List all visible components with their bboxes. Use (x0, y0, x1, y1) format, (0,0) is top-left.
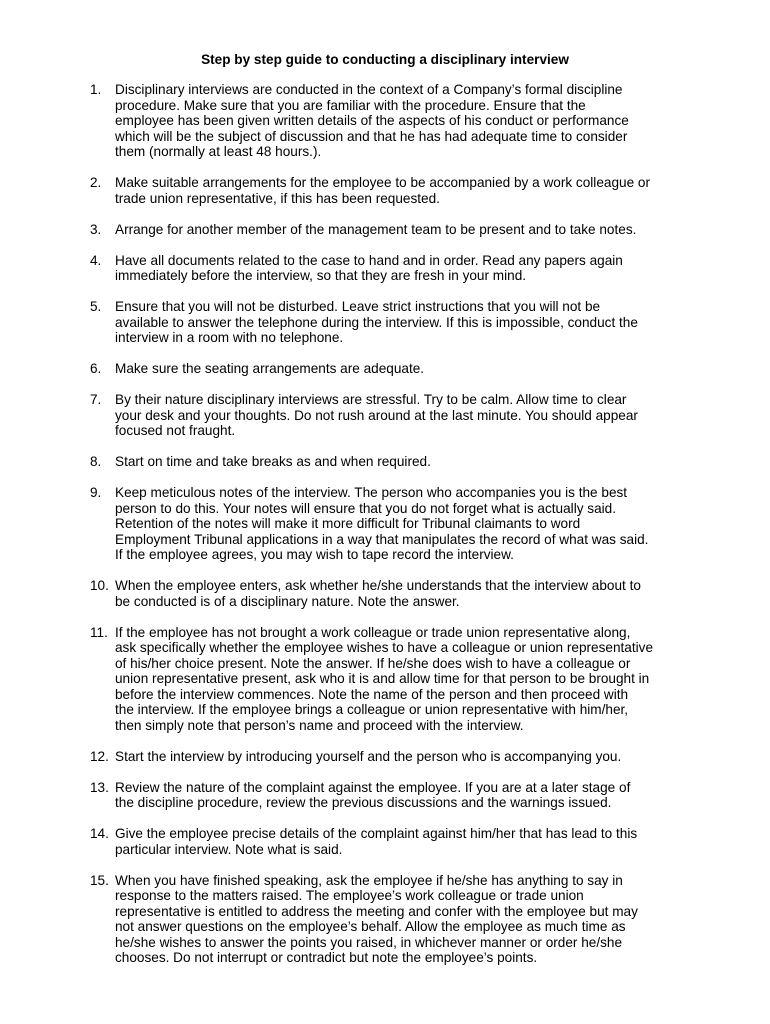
list-item-number: 8. (90, 454, 102, 469)
list-item (90, 392, 690, 439)
list-item-number: 14. (90, 826, 109, 841)
list-item-text-line: Disciplinary interviews are conducted in the context of a Company’s formal discipline (115, 82, 623, 97)
list-item-text-line: ask specifically whether the employee wishes to have a colleague or union representative (115, 640, 654, 655)
list-item-text-line: then simply note that person’s name and proceed with the interview. (115, 717, 524, 733)
list-item-text-line: your desk and your thoughts. Do not rush around at the last minute. You should appear (115, 407, 638, 423)
list-item-number: 5. (90, 299, 102, 314)
list-item-text-line: union representative present, ask who it is and allow time for that person to be brought in (115, 671, 650, 686)
list-item-number: 9. (90, 485, 102, 500)
list-item-text-line: When you have finished speaking, ask the employee if he/she has anything to say in (115, 872, 623, 888)
list-item-text-line: immediately before the interview, so that they are fresh in your mind. (115, 268, 527, 283)
list-item-text-line: them (normally at least 48 hours.). (115, 144, 322, 159)
list-item-number: 10. (90, 578, 109, 593)
list-item-text-line: focused not fraught. (115, 423, 236, 438)
list-item-text-line: not answer questions on the employee’s behalf. Allow the employee as much time as (115, 919, 626, 934)
list-item-text-line: particular interview. Note what is said. (115, 841, 343, 857)
list-item (90, 454, 690, 470)
list-item-number: 7. (90, 392, 102, 407)
list-item-text-line: procedure. Make sure that you are familiar with the procedure. Ensure that the (115, 97, 586, 113)
list-item-text-line: which will be the subject of discussion and that he has had adequate time to consider (115, 128, 628, 144)
list-item (90, 826, 690, 857)
list-item (90, 299, 690, 346)
list-item-text-line: Keep meticulous notes of the interview. The person who accompanies you is the best (115, 485, 628, 500)
list-item-text-line: When the employee enters, ask whether he/she understands that the interview about to (115, 578, 641, 593)
list-item-text-line: employee has been given written details of the aspects of his conduct or performance (115, 113, 629, 128)
list-item-text-line: If the employee agrees, you may wish to tape record the interview. (115, 547, 514, 562)
list-item-text-line: By their nature disciplinary interviews are stressful. Try to be calm. Allow time to clear (115, 392, 627, 407)
list-item-text-line: If the employee has not brought a work colleague or trade union representative along, (115, 624, 631, 640)
list-item-text-line: the interview. If the employee brings a colleague or union representative with him/her, (115, 702, 629, 717)
list-item-number: 15. (90, 872, 109, 888)
list-item (90, 578, 690, 609)
list-item (90, 253, 690, 284)
list-item-text-line: Start the interview by introducing yourself and the person who is accompanying you. (115, 748, 622, 764)
list-item-text-line: trade union representative, if this has been requested. (115, 190, 440, 206)
list-item-text-line: available to answer the telephone during the interview. If this is impossible, conduct the (115, 314, 638, 330)
list-item-text-line: of his/her choice present. Note the answer. If he/she does wish to have a colleague or (115, 655, 631, 671)
list-item (90, 222, 690, 238)
list-item-text-line: before the interview commences. Note the name of the person and then proceed with (115, 686, 629, 702)
list-item-text-line: he/she wishes to answer the points you raised, in whichever manner or order he/she (115, 934, 623, 950)
list-item-text-line: chooses. Do not interrupt or contradict but note the employee’s points. (115, 950, 538, 965)
list-item-number: 4. (90, 252, 102, 268)
list-item-text-line: representative is entitled to address the meeting and confer with the employee but may (115, 903, 638, 919)
list-item-text-line: interview in a room with no telephone. (115, 330, 344, 345)
list-item-text-line: be conducted is of a disciplinary nature. Note the answer. (115, 593, 460, 609)
list-item-text-line: Make suitable arrangements for the employee to be accompanied by a work colleague or (115, 175, 650, 190)
list-item-text-line: Review the nature of the complaint against the employee. If you are at a later stage of (115, 779, 631, 795)
list-item-text-line: Make sure the seating arrangements are adequate. (115, 361, 425, 376)
list-item (90, 361, 690, 377)
list-item (90, 873, 690, 966)
list-item (90, 175, 690, 206)
list-item-text-line: Start on time and take breaks as and when required. (115, 454, 431, 469)
list-item-text-line: Ensure that you will not be disturbed. Leave strict instructions that you will not be (115, 299, 601, 314)
list-item (90, 780, 690, 811)
list-item (90, 625, 690, 734)
list-item (90, 749, 690, 765)
list-item-text-line: the discipline procedure, review the previous discussions and the warnings issued. (115, 795, 612, 810)
list-item-number: 3. (90, 221, 102, 237)
list-item (90, 82, 690, 160)
list-item-text-line: Have all documents related to the case to hand and in order. Read any papers again (115, 252, 623, 268)
list-item-number: 6. (90, 361, 102, 376)
list-item-text-line: Arrange for another member of the management team to be present and to take notes. (115, 221, 637, 237)
list-item (90, 485, 690, 563)
list-item-text-line: response to the matters raised. The employee’s work colleague or trade union (115, 888, 584, 903)
list-item-number: 1. (90, 82, 102, 97)
list-item-text-line: Employment Tribunal applications in a way that manipulates the record of what was said. (115, 531, 649, 547)
list-item-number: 12. (90, 748, 109, 764)
list-item-number: 11. (90, 624, 108, 640)
page-title: Step by step guide to conducting a disciplinary interview (201, 52, 569, 67)
list-item-text-line: person to do this. Your notes will ensure that you do not forget what is actually said. (115, 500, 617, 516)
numbered-list (90, 82, 690, 981)
list-item-text-line: Give the employee precise details of the complaint against him/her that has lead to this (115, 826, 638, 841)
list-item-text-line: Retention of the notes will make it more difficult for Tribunal claimants to word (115, 516, 581, 531)
list-item-number: 13. (90, 779, 109, 795)
list-item-number: 2. (90, 175, 102, 190)
